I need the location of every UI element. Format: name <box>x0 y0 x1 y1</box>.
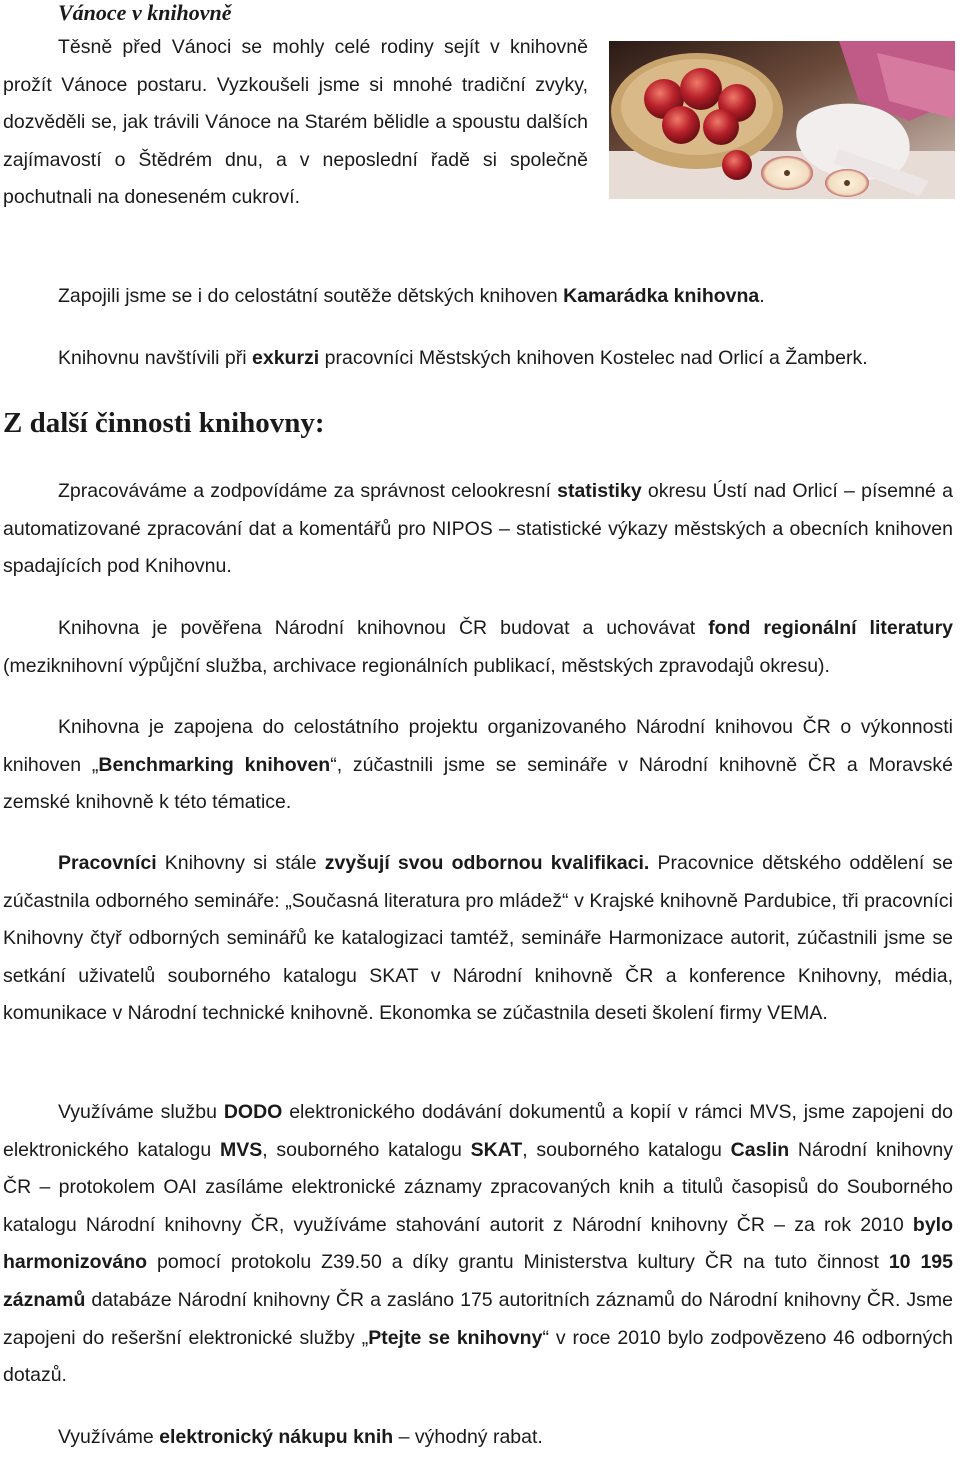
bold-run: MVS <box>219 1138 263 1161</box>
text-run: Využíváme <box>58 1426 160 1448</box>
text-run: Národní knihovny ČR – protokolem OAI zasíláme elektronické záznamy zpracovaných knih a titulů časopisů do Souborného katalogu Národní knihovny ČR, využíváme stahování autorit z Národní knihovny ČR – za rok 2010 <box>3 1138 954 1236</box>
paragraph-benchmarking <box>3 709 953 822</box>
text-run: Knihovna je pověřena Národní knihovnou ČR budovat a uchovávat <box>58 617 709 639</box>
section-title: Vánoce v knihovně <box>58 0 232 25</box>
text-run: – výhodný rabat. <box>393 1426 543 1448</box>
bold-run: exkurzi <box>252 347 320 369</box>
bold-run: Caslin <box>730 1138 790 1161</box>
bold-run: Kamarádka knihovna <box>563 285 760 307</box>
text-run: okresu Ústí nad Orlicí – písemné a automatizované zpracování dat a komentářů pro NIPOS – statistické výkazy městských a obecních knihoven spadajících pod Knihovnu. <box>3 480 953 578</box>
text-run: Zpracováváme a zodpovídáme za správnost celookresní <box>58 480 558 502</box>
bold-run: Pracovníci <box>58 852 157 874</box>
text-run: Knihovnu navštívili při <box>58 347 253 369</box>
paragraph-excursion <box>3 340 953 378</box>
bold-run: fond regionální literatury <box>708 617 953 639</box>
text-run: “, zúčastnili jsme se semináře v Národní knihovně ČR a Moravské zemské knihovně k této tématice. <box>3 753 954 814</box>
paragraph-regional-fund <box>3 610 953 685</box>
section-heading: Z další činnosti knihovny: <box>3 407 325 439</box>
bold-run: bylo harmonizováno <box>3 1213 953 1274</box>
text-run: Knihovny si stále <box>156 852 325 874</box>
paragraph-services <box>3 1094 953 1395</box>
paragraph-competition <box>3 278 953 316</box>
bold-run: SKAT <box>470 1138 523 1161</box>
text-run: pomocí protokolu Z39.50 a díky grantu Ministerstva kultury ČR na tuto činnost <box>147 1251 889 1274</box>
apples-bowl-illustration <box>609 41 955 199</box>
bold-run: Ptejte se knihovny <box>368 1326 543 1349</box>
text-run: databáze Národní knihovny ČR a zasláno 175 autoritních záznamů do Národní knihovny ČR. Jsme zapojeni do rešeršní elektronické služby „ <box>3 1288 953 1349</box>
text-run: Zapojili jsme se i do celostátní soutěže dětských knihoven <box>58 285 564 307</box>
text-run: elektronického dodávání dokumentů a kopií v rámci MVS, jsme zapojeni do elektronického katalogu <box>3 1101 953 1161</box>
photo-apples-bowl <box>609 41 955 199</box>
bold-run: Benchmarking knihoven <box>98 753 331 776</box>
text-run: Pracovnice dětského oddělení se zúčastnila odborného semináře: „Současná literatura pro mládež“ v Krajské knihovně Pardubice, tři pracovníci Knihovny čtyř odborných seminářů ke katalogizaci tamtéž, semináře Harmonizace autorit, zúčastnili jsme se setkání uživatelů souborného katalogu SKAT v Národní knihovně ČR a konference Knihovny, média, komunikace v Národní technické knihovně. Ekonomka se zúčastnila deseti školení firmy VEMA. <box>3 852 953 1025</box>
bold-run: statistiky <box>557 480 642 502</box>
text-run: “ v roce 2010 bylo zodpovězeno 46 odborných dotazů. <box>3 1326 953 1387</box>
bold-run: 10 195 záznamů <box>3 1251 953 1311</box>
paragraph-statistics <box>3 473 953 586</box>
text-run: pracovníci Městských knihoven Kostelec nad Orlicí a Žamberk. <box>319 347 868 369</box>
bold-run: DODO <box>223 1101 283 1123</box>
text-run: Využíváme službu <box>58 1101 224 1123</box>
text-run: . <box>759 285 765 307</box>
text-run: , souborného katalogu <box>262 1138 471 1161</box>
paragraph-christmas: Těsně před Vánoci se mohly celé rodiny sejít v knihovně prožít Vánoce postaru. Vyzkoušeli jsme si mnohé tradiční zvyky, dozvěděli se, jak trávili Vánoce na Starém bělidle a spoustu dalších zajímavostí o Štědrém dnu, a v neposlední řadě si společně pochutnali na doneseném cukroví. <box>3 36 588 209</box>
paragraph-qualification <box>3 845 953 1033</box>
bold-run: zvyšují svou odbornou kvalifikaci. <box>324 852 650 874</box>
text-run: , souborného katalogu <box>522 1138 731 1161</box>
text-run: (meziknihovní výpůjční služba, archivace regionálních publikací, městských zpravodajů okresu). <box>3 654 830 677</box>
paragraph-ebooks <box>3 1419 953 1457</box>
text-run: Knihovna je zapojena do celostátního projektu organizovaného Národní knihovou ČR o výkonnosti knihoven „ <box>3 716 953 776</box>
bold-run: elektronický nákupu knih <box>159 1426 394 1448</box>
